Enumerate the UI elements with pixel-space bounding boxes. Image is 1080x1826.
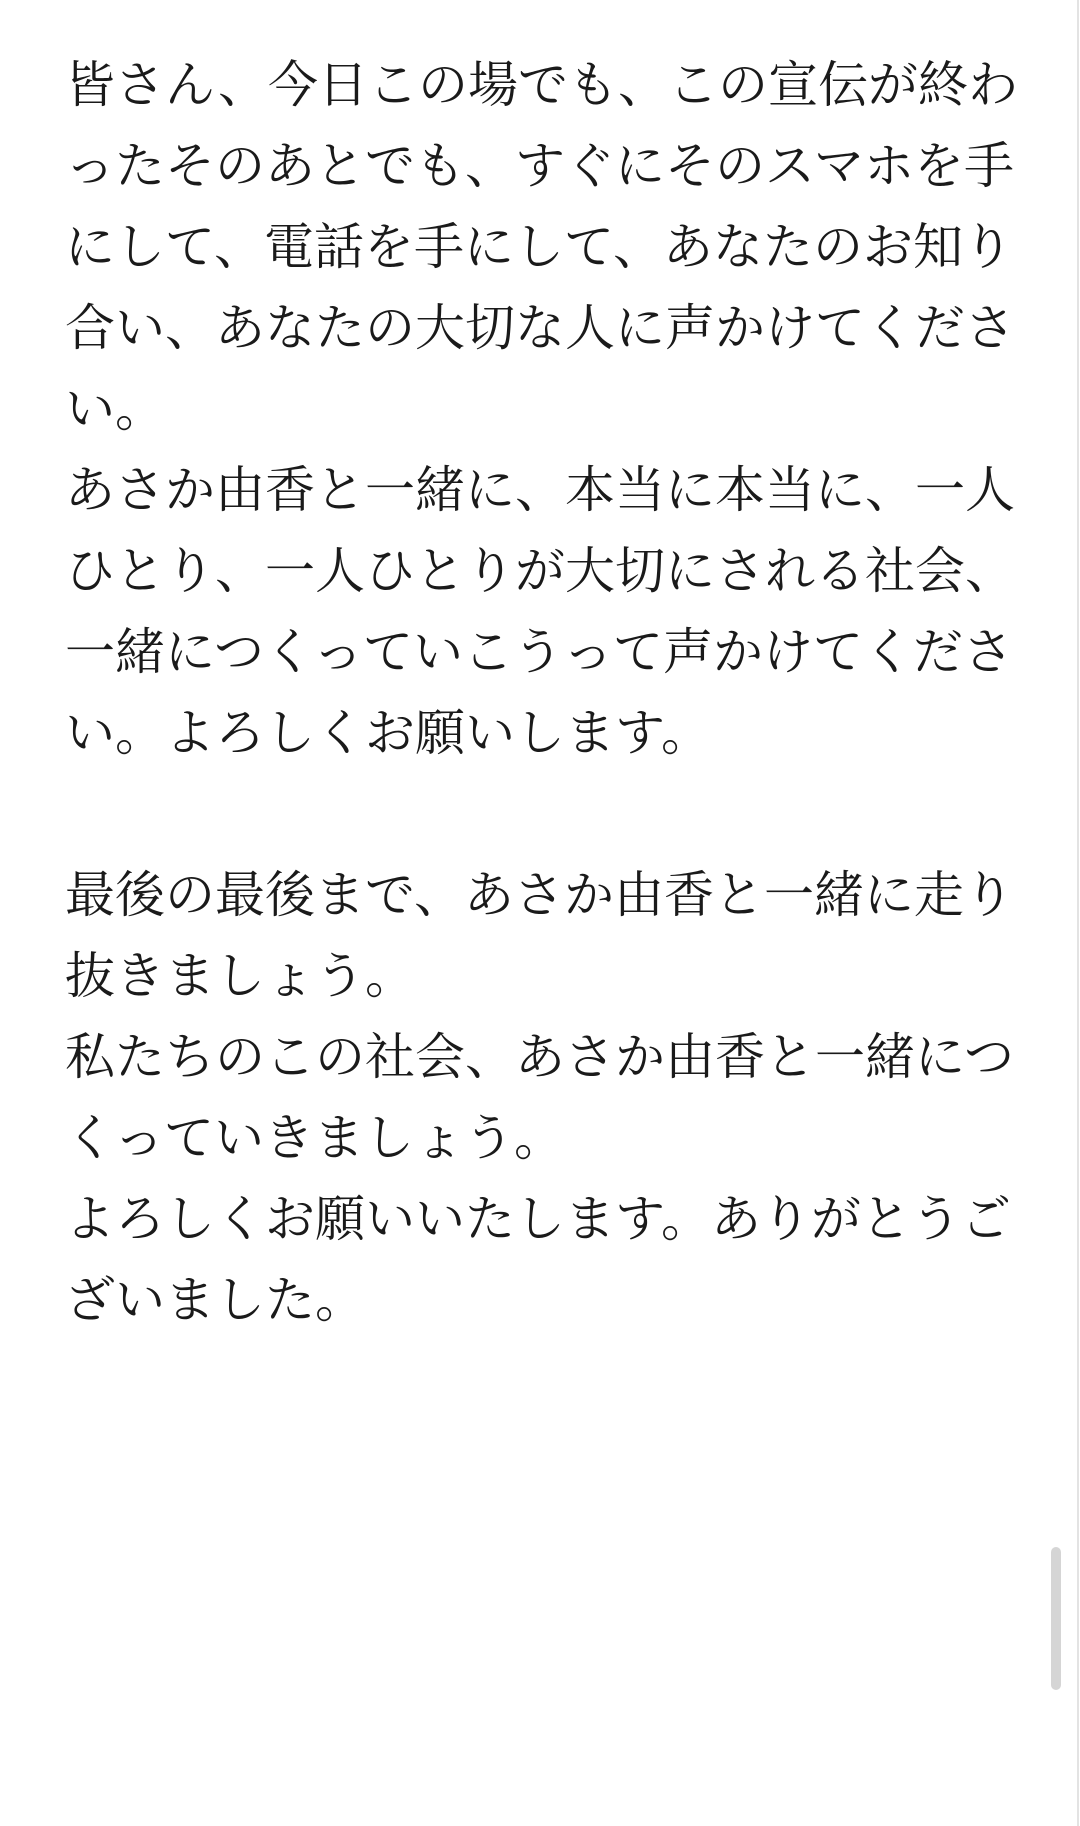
- paragraph: 最後の最後まで、あさか由香と一緒に走り抜きましょう。: [65, 867, 1014, 1004]
- paragraph: 私たちのこの社会、あさか由香と一緒につくっていきましょう。: [65, 1029, 1014, 1166]
- article-body: [65, 45, 1018, 1341]
- paragraph-blank: [65, 774, 1018, 855]
- paragraph: よろしくお願いいたします。ありがとうございました。: [65, 1191, 1011, 1328]
- paragraph: あさか由香と一緒に、本当に本当に、一人ひとり、一人ひとりが大切にされる社会、一緒につくっていこうって声かけてください。よろしくお願いします。: [65, 462, 1015, 761]
- paragraph: 皆さん、今日この場でも、この宣伝が終わったそのあとでも、すぐにそのスマホを手にして、電話を手にして、あなたのお知り合い、あなたの大切な人に声かけてください。: [65, 57, 1018, 437]
- vertical-scrollbar-thumb[interactable]: [1051, 1547, 1061, 1690]
- viewport-right-edge-line: [1077, 0, 1079, 1826]
